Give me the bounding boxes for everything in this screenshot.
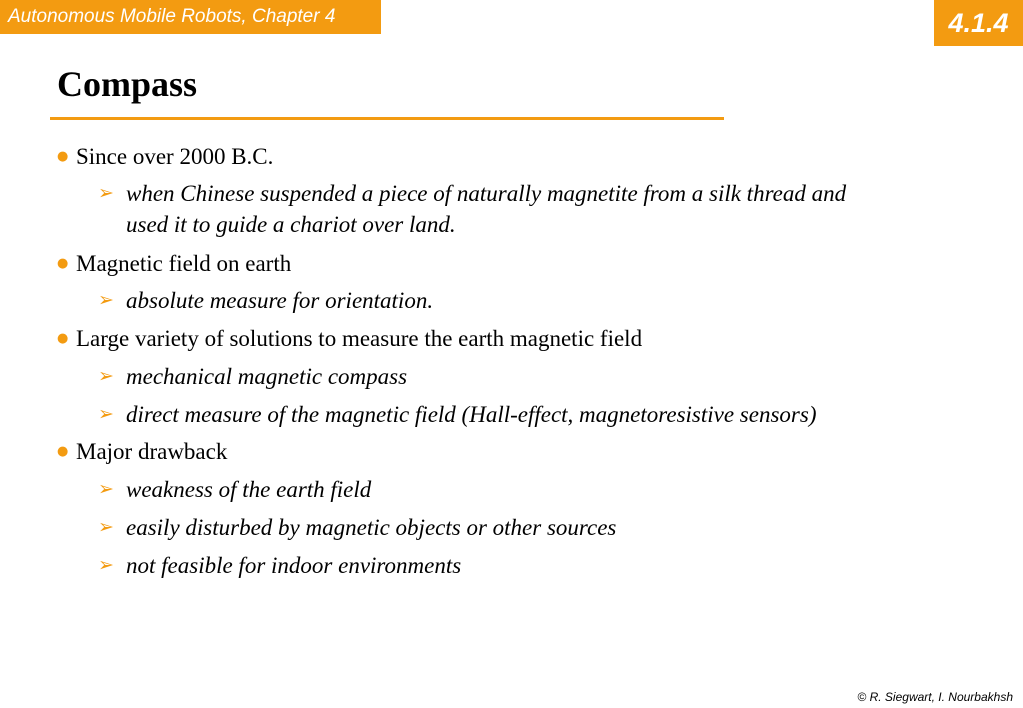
slide-title: Compass bbox=[57, 64, 198, 104]
bullet-text: Magnetic field on earth bbox=[76, 251, 292, 276]
sub-bullet-text: when Chinese suspended a piece of naturally magnetite from a silk thread and bbox=[126, 181, 847, 206]
section-number: 4.1.4 bbox=[948, 8, 1009, 38]
sub-bullet-text: mechanical magnetic compass bbox=[126, 364, 408, 389]
arrow-bullet-icon: ➢ bbox=[98, 478, 114, 500]
dot-bullet-icon: ● bbox=[57, 256, 69, 271]
course-title: Autonomous Mobile Robots, Chapter 4 bbox=[8, 6, 336, 27]
copyright-footer: © R. Siegwart, I. Nourbakhsh bbox=[857, 690, 1013, 704]
dot-bullet-icon: ● bbox=[57, 331, 69, 346]
sub-bullet-text: not feasible for indoor environments bbox=[126, 553, 462, 578]
sub-bullet-text: absolute measure for orientation. bbox=[126, 288, 434, 313]
dot-bullet-icon: ● bbox=[57, 444, 69, 459]
arrow-bullet-icon: ➢ bbox=[98, 554, 114, 576]
sub-bullet-text: easily disturbed by magnetic objects or other sources bbox=[126, 515, 617, 540]
sub-bullet-text: used it to guide a chariot over land. bbox=[126, 212, 456, 237]
arrow-bullet-icon: ➢ bbox=[98, 403, 114, 425]
arrow-bullet-icon: ➢ bbox=[98, 182, 114, 204]
bullet-text: Major drawback bbox=[76, 439, 228, 464]
dot-bullet-icon: ● bbox=[57, 149, 69, 164]
arrow-bullet-icon: ➢ bbox=[98, 289, 114, 311]
sub-bullet-text: weakness of the earth field bbox=[126, 477, 372, 502]
bullet-text: Large variety of solutions to measure the earth magnetic field bbox=[76, 326, 643, 351]
bullet-text: Since over 2000 B.C. bbox=[76, 144, 274, 169]
arrow-bullet-icon: ➢ bbox=[98, 516, 114, 538]
arrow-bullet-icon: ➢ bbox=[98, 365, 114, 387]
sub-bullet-text: direct measure of the magnetic field (Hall-effect, magnetoresistive sensors) bbox=[126, 402, 817, 427]
